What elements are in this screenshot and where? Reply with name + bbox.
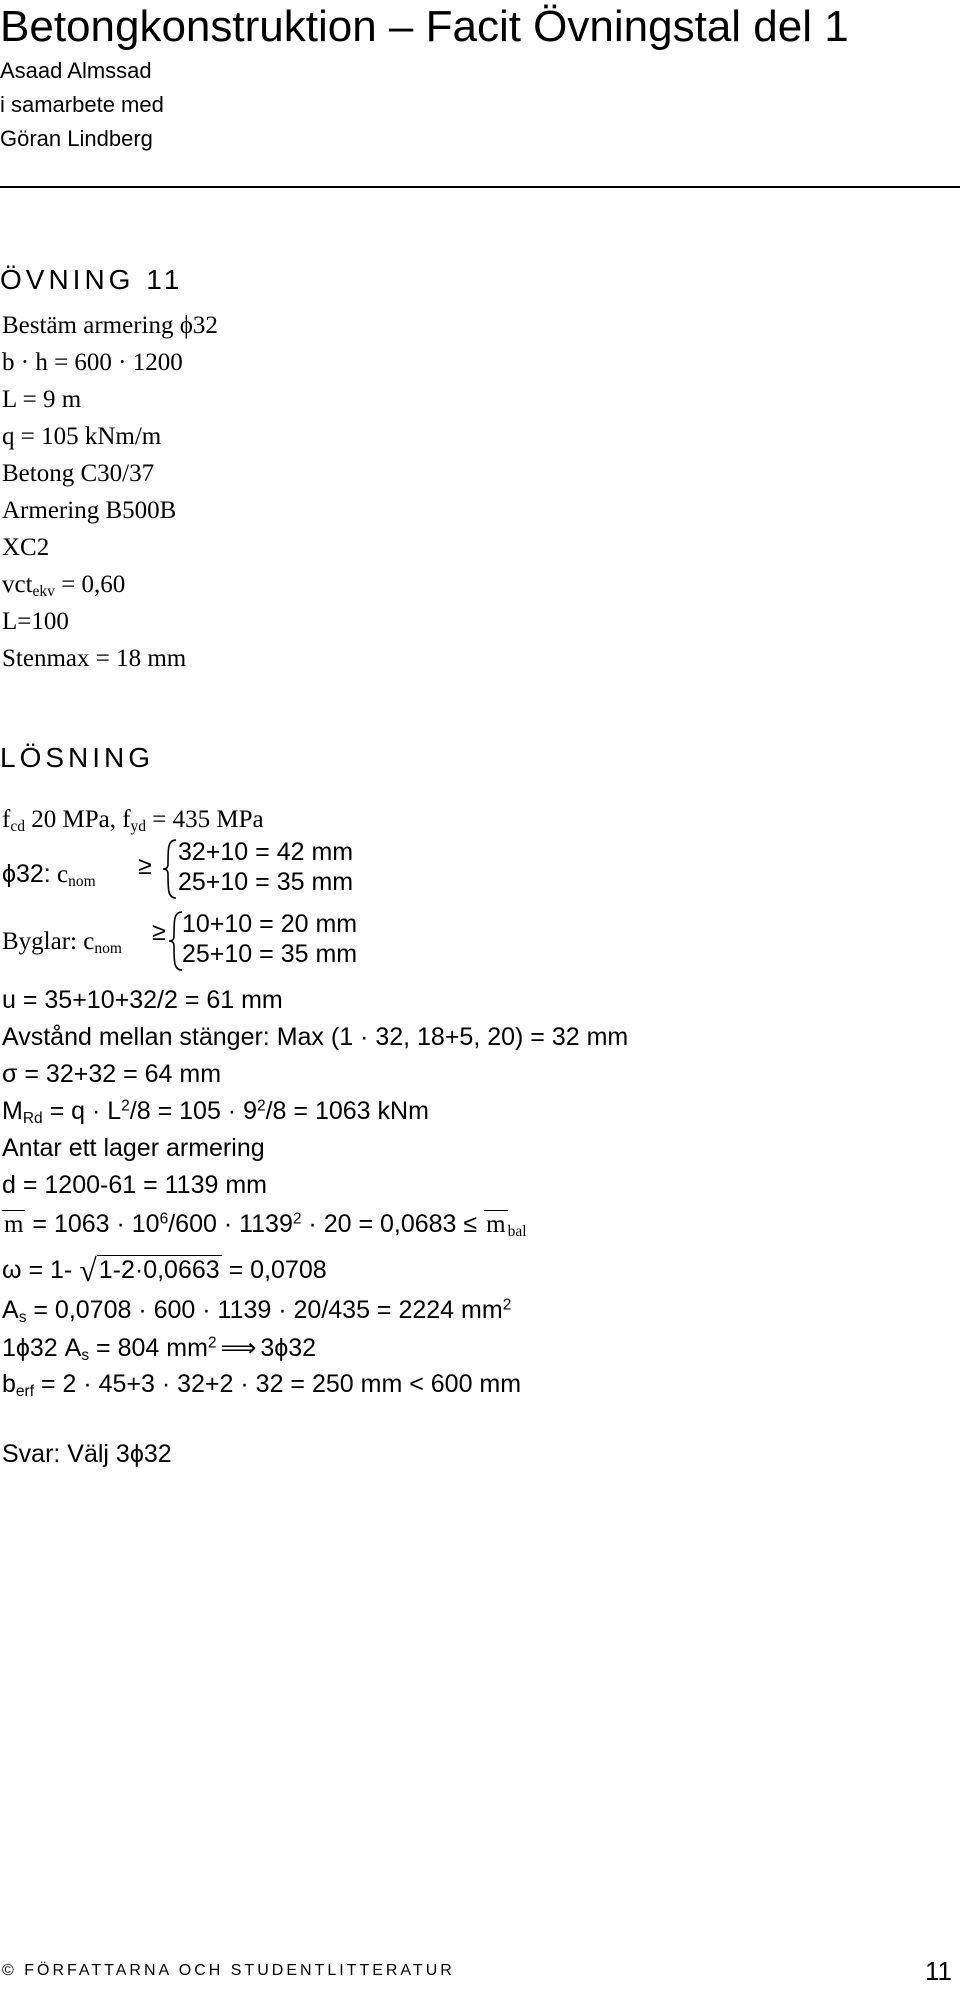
berf-calculation: $b_{erf} = 2 \cdot 45+3 \cdot 32+2 \cdot 32 = 250$ mm < 600 mm bbox=[2, 1370, 522, 1400]
given-line: L = 9 m bbox=[2, 386, 82, 413]
given-line: Armering B500B bbox=[2, 497, 177, 524]
given-line: L=100 bbox=[2, 608, 69, 635]
copyright-text: © FÖRFATTARNA OCH STUDENTLITTERATUR bbox=[2, 1962, 455, 1979]
exercise-heading-initial: Ö bbox=[0, 264, 26, 295]
phi-brace bbox=[162, 838, 178, 900]
fcd-fyd-line: $f_{cd}$ 20 MPa, $f_{yd} = 435$ MPa bbox=[2, 806, 264, 835]
phi-ge-symbol: ≥ bbox=[138, 852, 152, 880]
mrd-calculation: $M_{Rd} = q \cdot L^2/8 = 105 \cdot 9^2/8 = 1063$ kNm bbox=[2, 1097, 429, 1127]
given-line: XC2 bbox=[2, 534, 50, 561]
sigma-calculation: σ = 32+32 = 64 mm bbox=[2, 1060, 222, 1088]
d-calculation: d = 1200-61 = 1139 mm bbox=[2, 1171, 267, 1199]
answer-line: Svar: Välj 3ϕ32 bbox=[2, 1440, 172, 1468]
byglar-case-1: 10+10 = 20 mm bbox=[182, 910, 358, 938]
given-line: Betong C30/37 bbox=[2, 460, 155, 487]
byglar-ge-symbol: ≥ bbox=[152, 918, 166, 946]
phi-case-2: 25+10 = 35 mm bbox=[178, 868, 354, 896]
author-line-2: i samarbete med bbox=[0, 92, 164, 117]
given-line: Stenmax = 18 mm bbox=[2, 645, 187, 672]
header-divider bbox=[0, 186, 960, 188]
document-title: Betongkonstruktion – Facit Övningstal del 1 bbox=[0, 2, 849, 51]
given-line-vct: vct$_{ekv}$ = 0,60 bbox=[2, 571, 126, 600]
author-line-3: Göran Lindberg bbox=[0, 126, 153, 151]
phi-as-line: 1ϕ32 $A_s = 804$ $mm^2$ ⟹ 3ϕ32 bbox=[2, 1334, 317, 1364]
byglar-case-2: 25+10 = 35 mm bbox=[182, 940, 358, 968]
u-calculation: u = 35+10+32/2 = 61 mm bbox=[2, 986, 283, 1014]
given-line: b · h = 600 · 1200 bbox=[2, 349, 183, 376]
as-calculation: $A_s = 0,0708 \cdot 600 \cdot 1139 \cdot 20/435 = 2224$ $mm^2$ bbox=[2, 1296, 512, 1326]
solution-heading bbox=[0, 742, 154, 774]
mbar-calculation: $m = 1063 \cdot 10^6/600 \cdot 1139^2 \cdot 20 = 0,0683 \le m$ $_{bal}$ bbox=[4, 1210, 527, 1240]
assumption-line: Antar ett lager armering bbox=[2, 1134, 265, 1162]
bar-spacing-calculation: Avstånd mellan stänger: Max (1 · 32, 18+5, 20) = 32 mm bbox=[2, 1023, 629, 1051]
solution-heading-initial: L bbox=[0, 742, 20, 773]
given-line: q = 105 kNm/m bbox=[2, 423, 162, 450]
author-line-1: Asaad Almssad bbox=[0, 58, 152, 83]
omega-calculation: ω = 1- √1-2·0,0663 = 0,0708 bbox=[2, 1252, 327, 1288]
byglar-cnom-label: Byglar: $c_{nom}$ bbox=[2, 928, 122, 957]
exercise-heading bbox=[0, 264, 183, 296]
page-number: 11 bbox=[925, 1956, 952, 1986]
phi-case-1: 32+10 = 42 mm bbox=[178, 838, 354, 866]
phi-cnom-label: ϕ32: $c_{nom}$ bbox=[2, 860, 96, 890]
given-line: Bestäm armering ϕ32 bbox=[2, 312, 218, 339]
solution-heading-rest: ÖSNING bbox=[19, 742, 155, 773]
exercise-heading-rest: VNING 11 bbox=[25, 264, 184, 295]
